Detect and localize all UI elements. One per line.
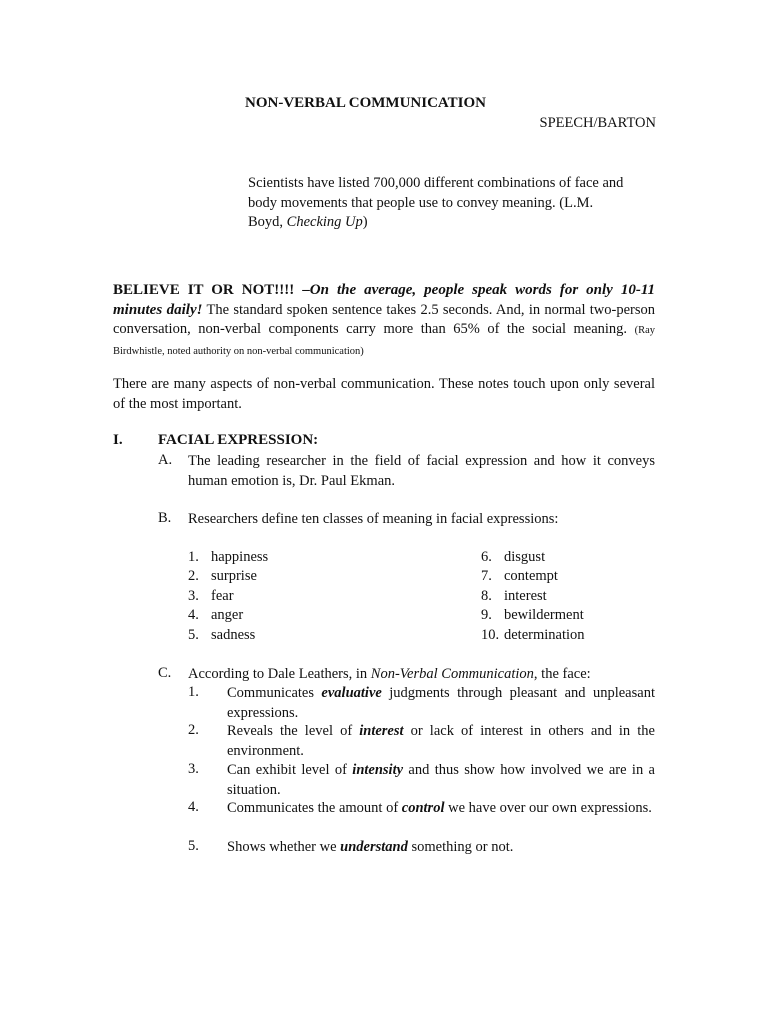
section-heading: FACIAL EXPRESSION:	[158, 432, 319, 448]
page-title: NON-VERBAL COMMUNICATION	[245, 95, 486, 111]
list-item: 4. anger	[188, 607, 244, 624]
item-a-text: The leading researcher in the field of facial expression and how it conveys human emotion is, Dr. Paul Ekman.	[188, 453, 655, 489]
face-item: Reveals the level of interest or lack of interest in others and in the environment.	[227, 723, 655, 759]
list-item: 1. happiness	[188, 549, 269, 565]
classes-list-left	[188, 548, 268, 645]
item-b-label: B.	[158, 510, 172, 526]
item-a-label: A.	[158, 452, 173, 468]
believe-lead: BELIEVE IT OR NOT!!!!	[113, 282, 295, 298]
face-item-number: 3.	[188, 761, 199, 777]
believe-body: The standard spoken sentence takes 2.5 seconds. And, in normal two-person conversation, non-verbal components carry more than 65% of the social meaning.	[113, 301, 656, 337]
believe-citation: (Ray Birdwhistle, noted authority on non-verbal communication)	[113, 325, 655, 357]
list-item: 9. bewilderment	[481, 607, 584, 624]
course-byline: SPEECH/BARTON	[539, 115, 656, 131]
face-item-number: 4.	[188, 799, 199, 815]
key-term: understand	[340, 839, 408, 855]
item-b-text: Researchers define ten classes of meaning in facial expressions:	[188, 511, 559, 527]
believe-dash: –	[294, 282, 310, 298]
list-item: 3. fear	[188, 587, 234, 604]
face-item: Shows whether we understand something or not.	[227, 839, 514, 855]
face-item-number: 2.	[188, 722, 199, 738]
quote-text: Scientists have listed 700,000 different combinations of face and body movements that people use to convey meaning. (L.M. Boyd,	[248, 175, 624, 230]
opening-quote	[248, 174, 628, 233]
list-item: 6. disgust	[481, 549, 546, 565]
quote-source-title: Checking Up	[286, 214, 363, 230]
believe-paragraph	[113, 281, 655, 361]
face-item-number: 1.	[188, 684, 199, 700]
item-c-label: C.	[158, 665, 172, 681]
list-item: 5. sadness	[188, 626, 256, 643]
intro-paragraph: There are many aspects of non-verbal communication. These notes touch upon only several of the most important.	[113, 376, 655, 412]
section-number: I.	[113, 432, 123, 448]
quote-close: )	[362, 214, 368, 230]
list-item: 10. determination	[481, 626, 585, 643]
believe-emphasis: On the average, people speak words for only 10-11 minutes daily!	[113, 282, 655, 318]
list-item: 8. interest	[481, 587, 547, 604]
face-item: Can exhibit level of intensity and thus show how involved we are in a situation.	[227, 762, 655, 798]
key-term: evaluative	[321, 685, 382, 701]
key-term: intensity	[352, 762, 404, 778]
face-item: Communicates the amount of control we have over our own expressions.	[227, 800, 652, 816]
list-item: 2. surprise	[188, 568, 257, 585]
key-term: control	[401, 800, 445, 816]
book-title: Non-Verbal Communication	[370, 666, 534, 682]
face-item-number: 5.	[188, 838, 199, 854]
classes-list-right	[481, 548, 585, 645]
key-term: interest	[359, 723, 404, 739]
face-item: Communicates evaluative judgments through pleasant and unpleasant expressions.	[227, 685, 655, 721]
item-c-intro: According to Dale Leathers, in Non-Verbal Communication, the face:	[188, 666, 591, 682]
list-item: 7. contempt	[481, 568, 558, 585]
